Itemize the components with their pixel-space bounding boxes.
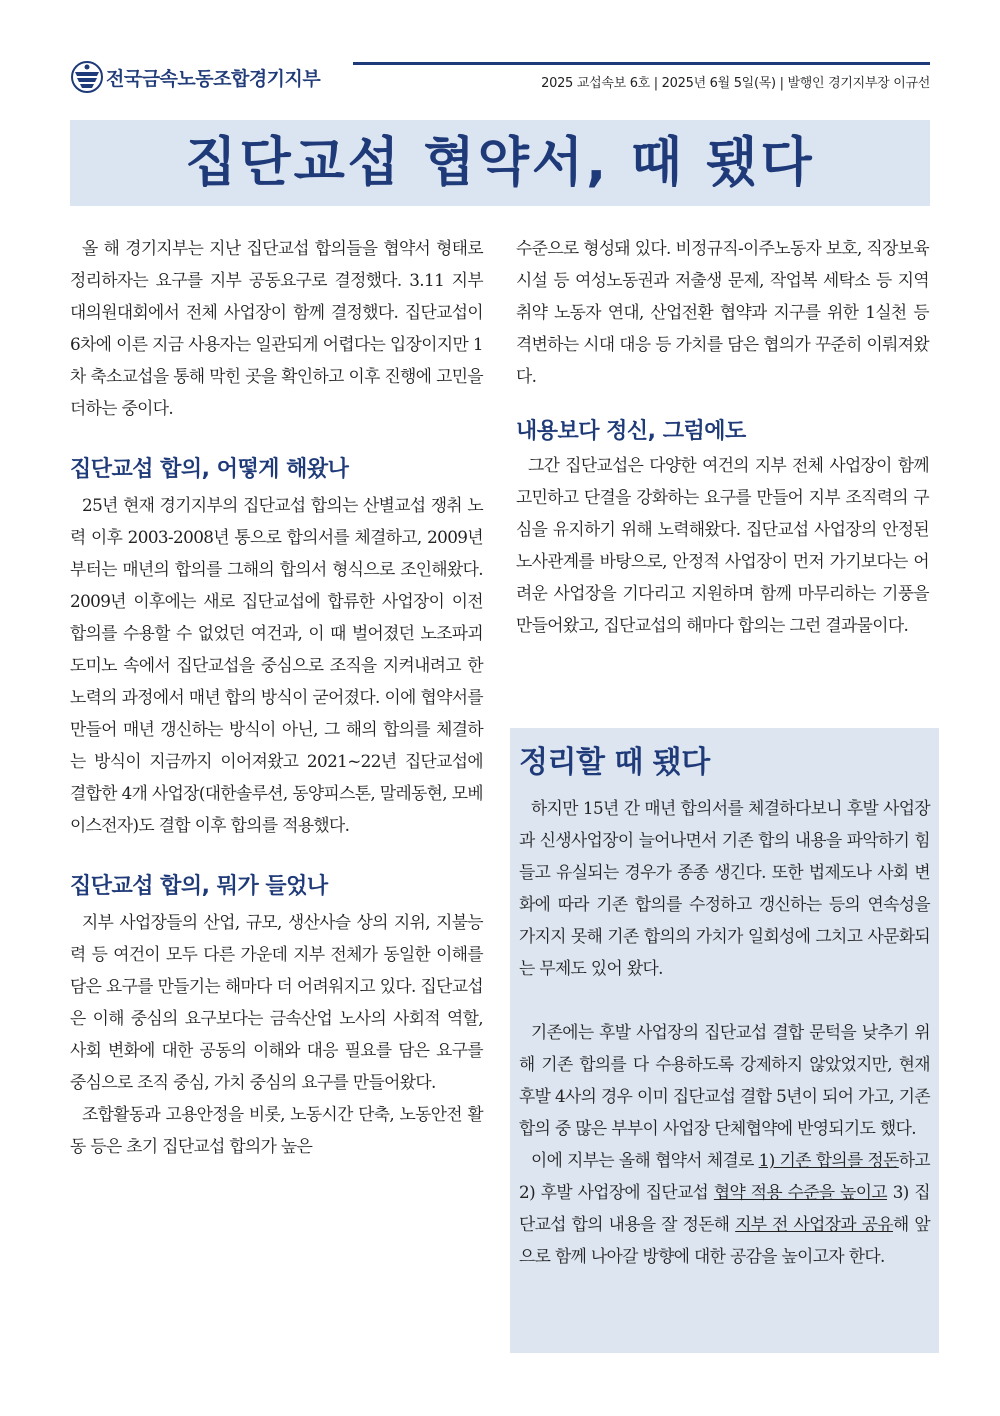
goal-1-underlined: 1) 기존 합의를 정돈 [758,1150,899,1170]
left-column [70,232,483,1162]
contents-paragraph: 지부 사업장들의 산업, 규모, 생산사슬 상의 지위, 지불능력 등 여건이 모두 다른 가운데 지부 전체가 동일한 이해를 담은 요구를 만들기는 해마다 더 어려워지고 있다. 집단교섭은 이해 중심의 요구보다는 금속산업 노사의 사회적 역할, 사회 변화에 대한 공동의 이해와 대응 필요를 담은 요구를 중심으로 조직 중심, 가치 중심의 요구를 만들어왔다. [70,912,483,1092]
organize-text-d: 해 앞으로 함께 나아갈 방향에 대한 공감을 높이고자 한다. [519,1214,930,1266]
right-column [516,232,929,641]
page-title: 집단교섭 협약서, 때 됐다 [185,132,815,193]
org-name: 전국금속노동조합경기지부 [106,68,321,90]
highlight-box [510,728,939,1353]
organize-paragraph-3 [519,1144,930,1272]
section-heading-contents: 집단교섭 합의, 뭐가 들었나 [70,874,328,899]
contents-paragraph-2: 조합활동과 고용안정을 비롯, 노동시간 단축, 노동안전 활동 등은 초기 집단교섭 합의가 높은 [70,1104,483,1156]
metal-union-logo-icon [70,60,104,94]
contents-paragraph-continued: 수준으로 형성돼 있다. 비정규직-이주노동자 보호, 직장보육시설 등 여성노동권과 저출생 문제, 작업복 세탁소 등 지역 취약 노동자 연대, 산업전환 협약과 지구를 위한 1실천 등 격변하는 시대 대응 등 가치를 담은 협의가 꾸준히 이뤄져왔다. [516,238,929,386]
goal-3-underlined: 지부 전 사업장과 공유 [735,1214,893,1234]
organize-text-a: 이에 지부는 올해 협약서 체결로 [531,1150,759,1170]
section-heading-time-to-organize: 정리할 때 됐다 [519,745,710,780]
organize-paragraph-2: 기존에는 후발 사업장의 집단교섭 결합 문턱을 낮추기 위해 기존 합의를 다 수용하도록 강제하지 않았었지만, 현재 후발 4사의 경우 이미 집단교섭 결합 5년이 되어 가고, 기존 합의 중 많은 부부이 사업장 단체협약에 반영되기도 했다. [519,1022,930,1138]
section-heading-history: 집단교섭 합의, 어떻게 해왔나 [70,457,349,482]
intro-paragraph: 올 해 경기지부는 지난 집단교섭 합의들을 협약서 형태로 정리하자는 요구를 지부 공동요구로 결정했다. 3.11 지부 대의원대회에서 전체 사업장이 함께 결정했다. 집단교섭이 6차에 이른 지금 사용자는 일관되게 어렵다는 입장이지만 1차 축소교섭을 통해 막힌 곳을 확인하고 이후 진행에 고민을 더하는 중이다. [70,238,483,418]
section-heading-spirit: 내용보다 정신, 그럼에도 [516,419,746,444]
history-paragraph: 25년 현재 경기지부의 집단교섭 합의는 산별교섭 쟁취 노력 이후 2003-2008년 통으로 합의서를 체결하고, 2009년부터는 매년의 합의를 그해의 합의서 형식으로 조인해왔다. 2009년 이후에는 새로 집단교섭에 합류한 사업장이 이전 합의를 수용할 수 없었던 여건과, 이 때 벌어졌던 노조파괴 도미노 속에서 집단교섭을 중심으로 조직을 지켜내려고 한 노력의 과정에서 매년 합의 방식이 굳어졌다. 이에 협약서를 만들어 매년 갱신하는 방식이 아닌, 그 해의 합의를 체결하는 방식이 지금까지 이어져왔고 2021~22년 집단교섭에 결합한 4개 사업장(대한솔루션, 동양피스톤, 말레동현, 모베이스전자)도 결합 이후 합의를 적용했다. [70,495,483,835]
masthead [70,56,930,96]
goal-2-underlined: 협약 적용 수준을 높이고 [713,1182,888,1202]
issue-info: 2025 교섭속보 6호 | 2025년 6월 5일(목) | 발행인 경기지부장 이규선 [541,76,930,91]
organize-text-c: 3) 집단교섭 합의 내용을 잘 정돈해 [519,1182,931,1234]
spirit-paragraph: 그간 집단교섭은 다양한 여건의 지부 전체 사업장이 함께 고민하고 단결을 강화하는 요구를 만들어 지부 조직력의 구심을 유지하기 위해 노력해왔다. 집단교섭 사업장의 안정된 노사관계를 바탕으로, 안정적 사업장이 먼저 가기보다는 어려운 사업장을 기다리고 지원하며 함께 마무리하는 기풍을 만들어왔고, 집단교섭의 해마다 합의는 그런 결과물이다. [516,455,929,635]
organize-paragraph-1: 하지만 15년 간 매년 합의서를 체결하다보니 후발 사업장과 신생사업장이 늘어나면서 기존 합의 내용을 파악하기 힘들고 유실되는 경우가 종종 생긴다. 또한 법제도나 사회 변화에 따라 기존 합의를 수정하고 갱신하는 등의 연속성을 가지지 못해 기존 합의의 가치가 일회성에 그치고 사문화되는 무제도 있어 왔다. [519,798,930,978]
title-banner [70,120,930,206]
organize-text-b: 하고 2) 후발 사업장에 집단교섭 [519,1150,930,1202]
header-rule [353,62,930,65]
